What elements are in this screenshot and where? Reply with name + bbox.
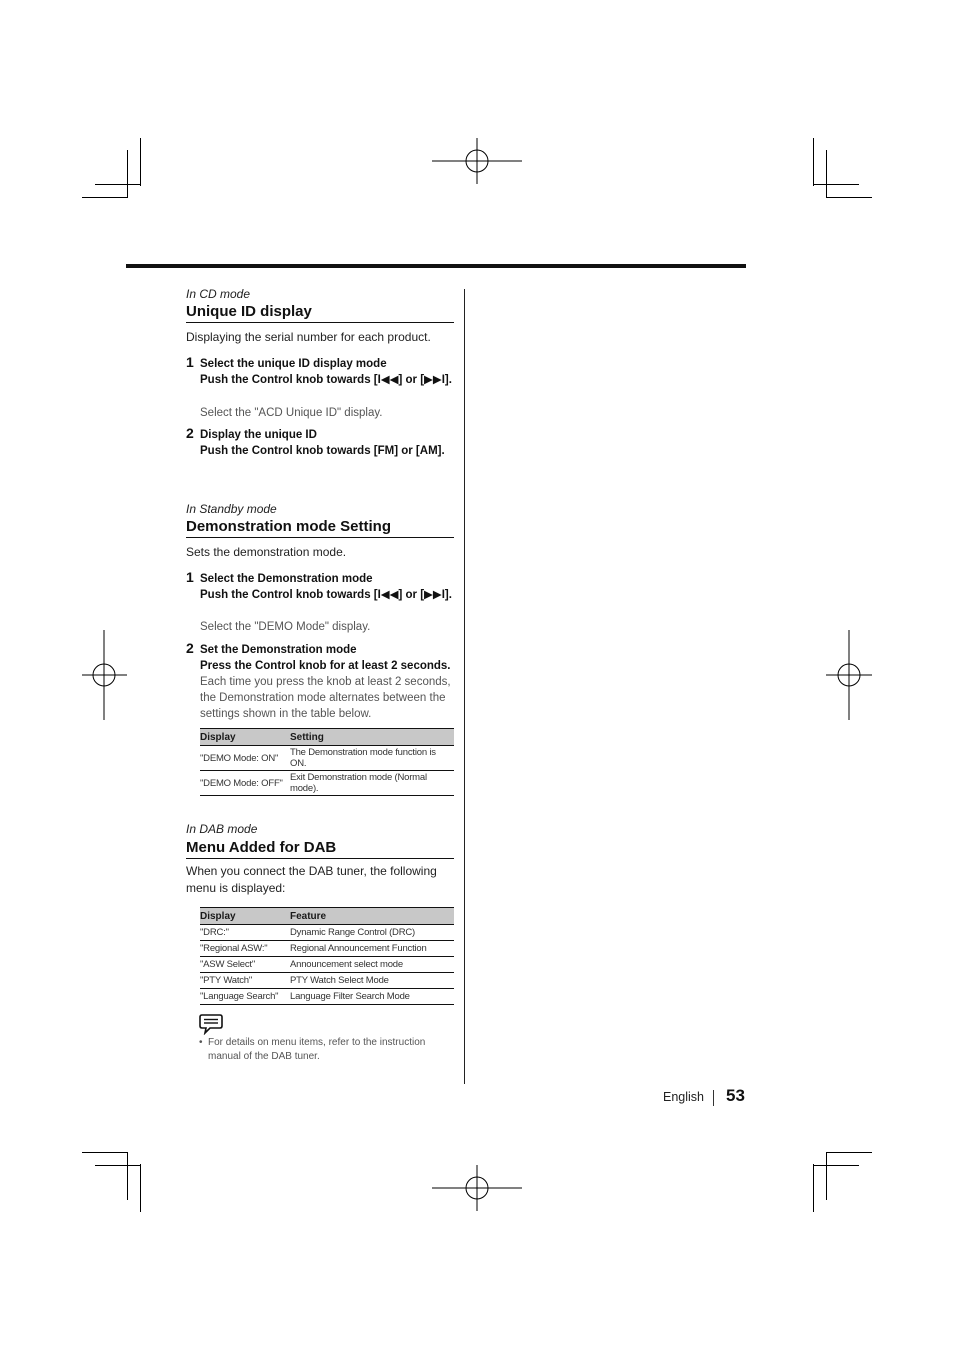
demo-step2-title: Set the Demonstration mode — [200, 644, 357, 656]
cd-step1-note: Select the "ACD Unique ID" display. — [200, 407, 383, 419]
cd-step1-number: 1 — [186, 354, 194, 370]
demo-step1-instruction: Push the Control knob towards [I◀◀] or [▶▶I]. — [200, 589, 452, 601]
table-row — [200, 973, 454, 989]
note-text: For details on menu items, refer to the instruction manual of the DAB tuner. — [208, 1037, 426, 1062]
demo-step1-note: Select the "DEMO Mode" display. — [200, 621, 371, 633]
dab-mode-label: In DAB mode — [186, 822, 258, 836]
cd-step2-number: 2 — [186, 425, 194, 441]
demo-step1-number: 1 — [186, 569, 194, 585]
cd-step2-title: Display the unique ID — [200, 429, 317, 441]
demo-step2-note: Each time you press the knob at least 2 seconds, the Demonstration mode alternates between the settings shown in the table below. — [200, 676, 451, 720]
header-rule — [126, 264, 746, 268]
table-header-display: Display — [200, 908, 290, 925]
table-row — [200, 746, 454, 771]
table-cell: The Demonstration mode function is ON. — [290, 746, 454, 771]
table-cell: Regional Announcement Function — [290, 941, 454, 957]
demo-step2-number: 2 — [186, 640, 194, 656]
table-cell: Announcement select mode — [290, 957, 454, 973]
demo-section-intro: Sets the demonstration mode. — [186, 545, 347, 559]
footer-language: English — [663, 1090, 704, 1104]
table-cell: "DEMO Mode: OFF" — [200, 771, 290, 796]
cd-step1-instruction: Push the Control knob towards [I◀◀] or [▶▶I]. — [200, 374, 452, 386]
table-cell: "DRC:" — [200, 925, 290, 941]
table-row — [200, 771, 454, 796]
table-cell: "Regional ASW:" — [200, 941, 290, 957]
demo-section-title: Demonstration mode Setting — [186, 518, 454, 538]
cd-step1-title: Select the unique ID display mode — [200, 358, 387, 370]
table-row — [200, 925, 454, 941]
cd-section-intro: Displaying the serial number for each product. — [186, 330, 431, 344]
dab-section-title: Menu Added for DAB — [186, 839, 454, 859]
table-cell: "Language Search" — [200, 989, 290, 1005]
demo-step1-title: Select the Demonstration mode — [200, 573, 373, 585]
table-cell: "DEMO Mode: ON" — [200, 746, 290, 771]
demo-mode-label: In Standby mode — [186, 502, 277, 516]
table-cell: Dynamic Range Control (DRC) — [290, 925, 454, 941]
table-header-setting: Setting — [290, 729, 454, 746]
demo-step2-instruction: Press the Control knob for at least 2 seconds. — [200, 660, 451, 672]
cd-section-title: Unique ID display — [186, 303, 454, 323]
demo-settings-table — [200, 728, 454, 796]
table-row — [200, 989, 454, 1005]
dab-menu-table — [200, 907, 454, 1005]
table-cell: Exit Demonstration mode (Normal mode). — [290, 771, 454, 796]
table-header-display: Display — [200, 729, 290, 746]
note-bullet: • — [199, 1037, 203, 1048]
table-cell: Language Filter Search Mode — [290, 989, 454, 1005]
cd-mode-label: In CD mode — [186, 287, 251, 301]
table-row — [200, 941, 454, 957]
column-divider — [464, 289, 465, 1084]
table-row — [200, 957, 454, 973]
table-cell: "ASW Select" — [200, 957, 290, 973]
note-speech-icon — [199, 1013, 223, 1035]
page-number: 53 — [726, 1086, 745, 1105]
table-header-feature: Feature — [290, 908, 454, 925]
footer-separator — [713, 1090, 714, 1106]
table-cell: "PTY Watch" — [200, 973, 290, 989]
cd-step2-instruction: Push the Control knob towards [FM] or [AM]. — [200, 445, 445, 457]
table-cell: PTY Watch Select Mode — [290, 973, 454, 989]
dab-section-intro: When you connect the DAB tuner, the following menu is displayed: — [186, 864, 437, 895]
